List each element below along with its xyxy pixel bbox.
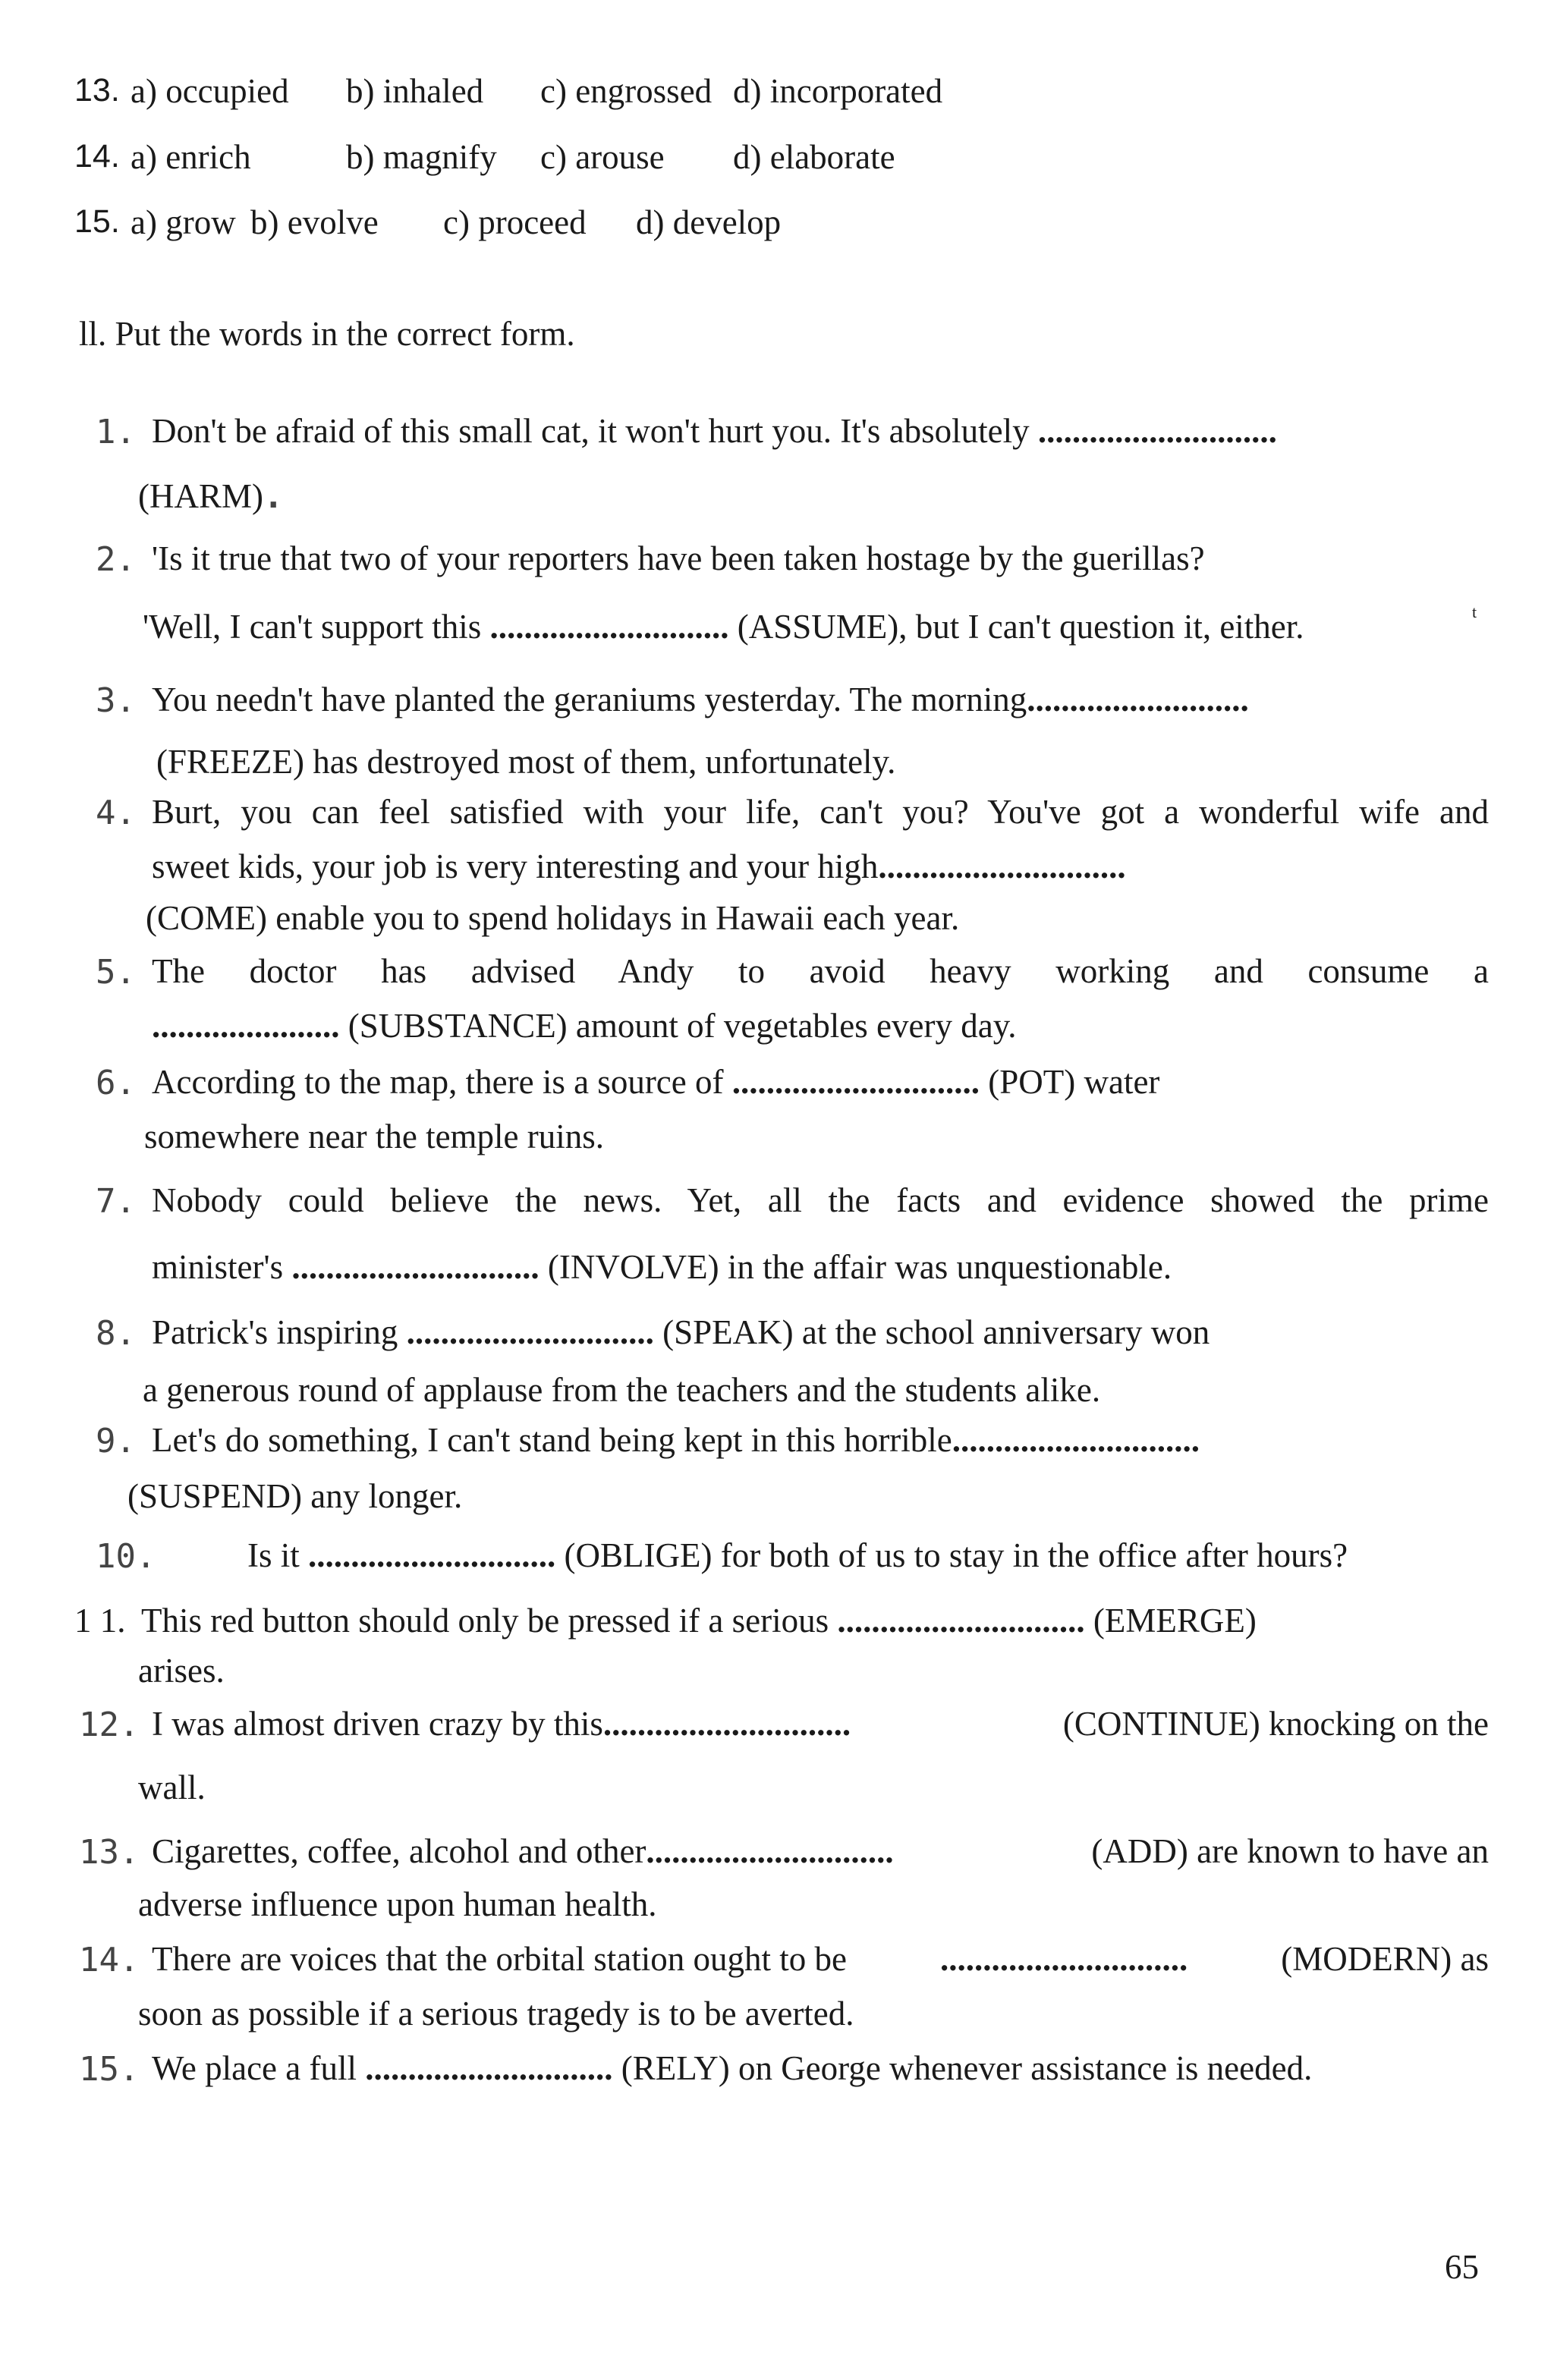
item-number: 2. (96, 540, 136, 579)
item-6-line2: somewhere near the temple ruins. (144, 1118, 605, 1155)
answer-blank: ............................. (939, 1940, 1188, 1978)
option-d: d) elaborate (733, 138, 895, 176)
item-2-line2 (143, 607, 1304, 646)
item-13-line1 (152, 1831, 1489, 1871)
item-text: minister's (152, 1248, 284, 1286)
answer-blank: ............................. (308, 1536, 556, 1574)
item-number: 7. (96, 1182, 136, 1221)
item-text: This red button should only be pressed if a serious (141, 1602, 829, 1640)
item-text: (CONTINUE) knocking on the (1062, 1705, 1489, 1743)
option-a: a) enrich (131, 138, 251, 176)
item-text: (ASSUME), but I can't question it, either. (737, 608, 1304, 646)
item-text: Let's do something, I can't stand being kept in this horrible (152, 1421, 952, 1459)
item-4-line3: (COME) enable you to spend holidays in Hawaii each year. (146, 899, 960, 937)
item-14-line1 (152, 1939, 1489, 1979)
option-c: c) engrossed (540, 72, 713, 110)
item-number: 12. (79, 1706, 140, 1744)
item-text: Is it (247, 1536, 300, 1574)
item-12-line1 (152, 1704, 1489, 1743)
item-text: According to the map, there is a source of (152, 1063, 724, 1101)
item-text: (EMERGE) (1093, 1602, 1257, 1640)
item-14-line2: soon as possible if a serious tragedy is to be averted. (138, 1995, 854, 2033)
item-number: 13. (79, 1833, 140, 1872)
item-text: Patrick's inspiring (152, 1313, 398, 1351)
question-number: 15. (74, 203, 120, 240)
item-4-line1: Burt, you can feel satisfied with your life, can't you? You've got a wonderful wife and (152, 793, 1489, 831)
item-text: Cigarettes, coffee, alcohol and other............................. (152, 1832, 894, 1870)
answer-blank: ............................. (837, 1602, 1085, 1640)
item-4-line2 (152, 847, 1126, 886)
item-12-line2: wall. (138, 1768, 206, 1806)
answer-blank: ............................. (406, 1313, 654, 1351)
answer-blank: ............................ (489, 608, 729, 646)
item-text: (HARM) (138, 477, 263, 515)
item-5-line1: The doctor has advised Andy to avoid heavy working and consume a (152, 952, 1489, 990)
item-number: 15. (79, 2050, 140, 2089)
item-text: (MODERN) as (1281, 1940, 1489, 1978)
option-c: c) arouse (540, 138, 665, 176)
item-text: Don't be afraid of this small cat, it won't hurt you. It's absolutely (152, 412, 1030, 450)
item-9-line1 (152, 1420, 1200, 1460)
item-5-line2 (152, 1006, 1017, 1045)
item-number: 1. (96, 413, 136, 451)
answer-blank: ............................. (731, 1063, 980, 1101)
item-text: (OBLIGE) for both of us to stay in the office after hours? (564, 1536, 1348, 1574)
item-text: sweet kids, your job is very interesting and your high (152, 847, 879, 885)
item-10-line1 (247, 1536, 1348, 1575)
item-end-mark: . (263, 477, 284, 516)
item-number: 9. (96, 1422, 136, 1460)
answer-blank: ............................. (952, 1421, 1200, 1459)
item-text: I was almost driven crazy by this............................. (152, 1705, 851, 1743)
answer-blank: ............................. (646, 1832, 894, 1870)
answer-blank: ............................. (602, 1705, 851, 1743)
item-text: (SUBSTANCE) amount of vegetables every day. (348, 1007, 1017, 1045)
item-13-line2: adverse influence upon human health. (138, 1885, 657, 1923)
answer-blank: ............................. (291, 1248, 539, 1286)
item-number: 10. (96, 1537, 156, 1576)
answer-blank: ...................... (152, 1007, 340, 1045)
answer-blank: ............................. (365, 2049, 613, 2087)
item-text: (ADD) are known to have an (1091, 1832, 1489, 1870)
option-d: d) develop (636, 203, 782, 241)
option-a: a) occupied (131, 72, 289, 110)
option-d: d) incorporated (733, 72, 943, 110)
item-6-line1 (152, 1062, 1159, 1102)
item-number: 5. (96, 953, 136, 992)
item-number: 3. (96, 681, 136, 720)
option-a: a) grow (131, 203, 236, 241)
stray-mark: t (1472, 602, 1477, 621)
item-1-line2 (138, 476, 284, 516)
answer-blank: .......................... (1027, 681, 1249, 718)
item-9-line2: (SUSPEND) any longer. (127, 1477, 463, 1515)
answer-blank: ............................ (1037, 412, 1277, 450)
item-11-line1 (141, 1601, 1257, 1640)
item-7-line1: Nobody could believe the news. Yet, all the facts and evidence showed the prime (152, 1181, 1489, 1219)
item-text: (POT) water (988, 1063, 1160, 1101)
item-text: (SPEAK) at the school anniversary won (662, 1313, 1210, 1351)
item-text: 'Well, I can't support this (143, 608, 482, 646)
option-b: b) inhaled (346, 72, 484, 110)
item-text: You needn't have planted the geraniums yesterday. The morning (152, 681, 1027, 718)
item-15-line1 (152, 2048, 1312, 2088)
item-number: 6. (96, 1064, 136, 1102)
item-text: There are voices that the orbital station ought to be (152, 1940, 847, 1978)
question-number: 13. (74, 72, 120, 108)
item-text: We place a full (152, 2049, 357, 2087)
item-number: 14. (79, 1941, 140, 1979)
item-text: (INVOLVE) in the affair was unquestionable. (547, 1248, 1172, 1286)
item-8-line1 (152, 1313, 1210, 1352)
option-b: b) evolve (250, 203, 379, 241)
item-3-line1 (152, 680, 1249, 719)
item-7-line2 (152, 1247, 1172, 1287)
item-number: 4. (96, 794, 136, 832)
item-3-line2: (FREEZE) has destroyed most of them, unfortunately. (156, 743, 896, 781)
item-number: 1 1. (74, 1602, 126, 1640)
item-8-line2: a generous round of applause from the teachers and the students alike. (143, 1371, 1101, 1409)
item-2-line1: 'Is it true that two of your reporters have been taken hostage by the guerillas? (152, 539, 1205, 577)
option-b: b) magnify (346, 138, 497, 176)
item-text: (RELY) on George whenever assistance is needed. (621, 2049, 1313, 2087)
item-11-line2: arises. (138, 1652, 225, 1690)
page-number: 65 (1445, 2248, 1479, 2286)
item-1-line1 (152, 411, 1277, 451)
question-number: 14. (74, 138, 120, 174)
item-number: 8. (96, 1314, 136, 1353)
option-c: c) proceed (443, 203, 587, 241)
section-heading: ll. Put the words in the correct form. (79, 315, 575, 353)
answer-blank: ............................. (878, 847, 1126, 885)
